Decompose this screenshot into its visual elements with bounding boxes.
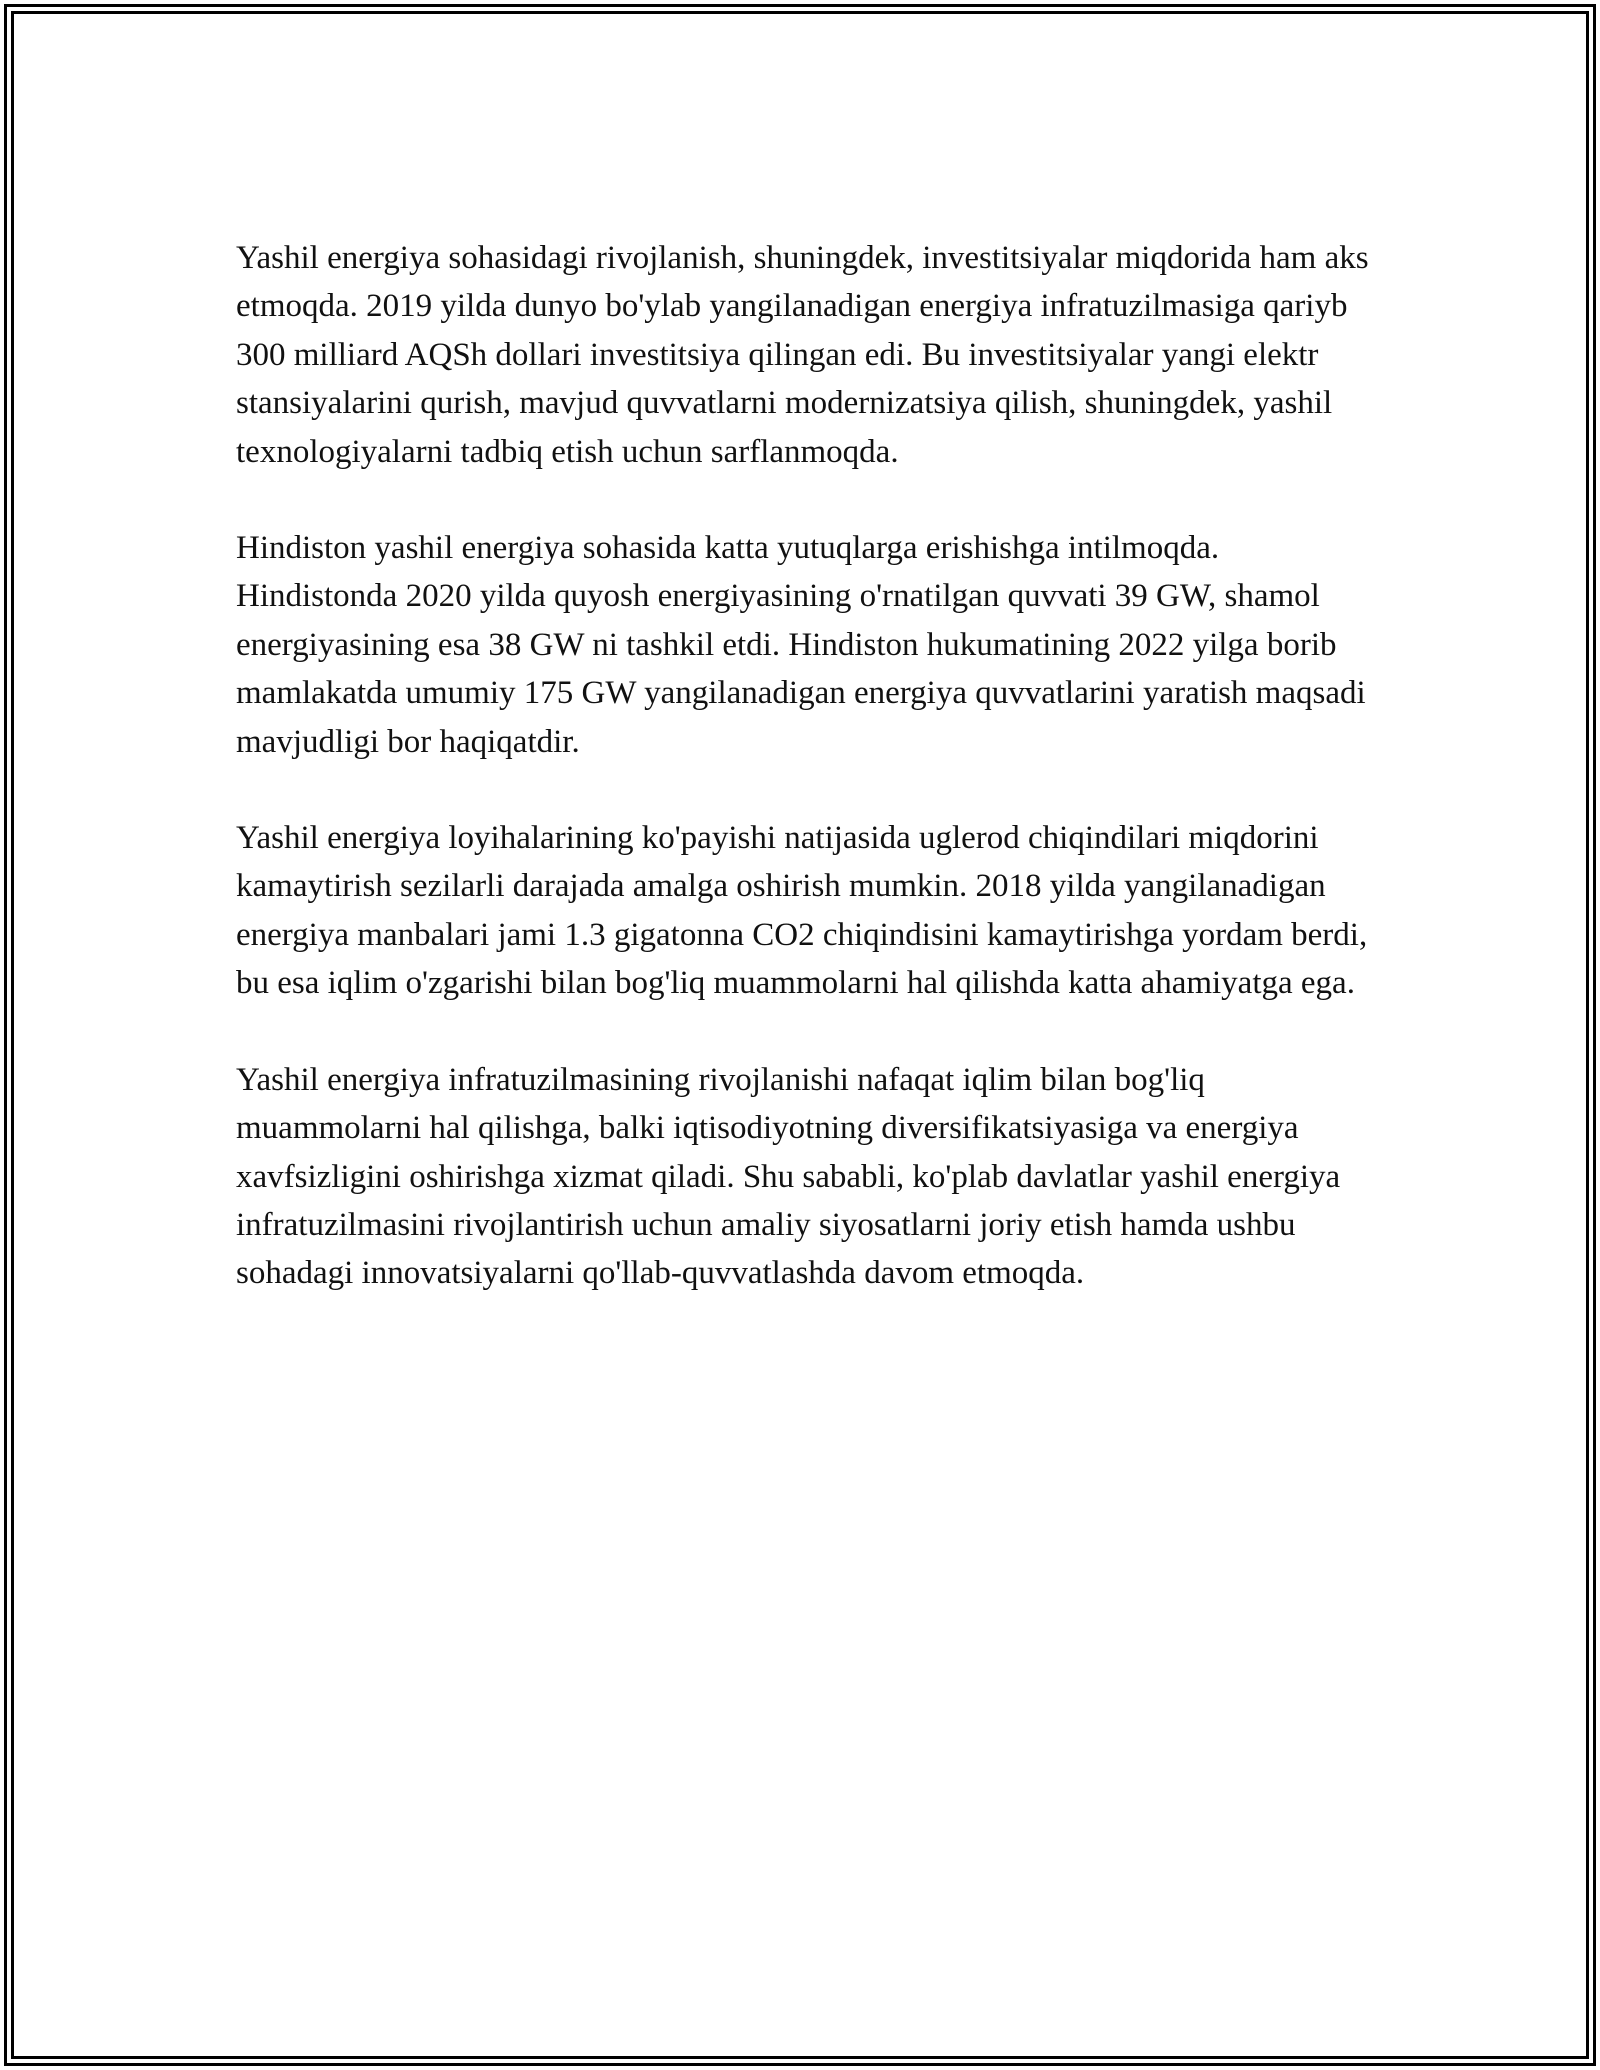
paragraph-infrastructure: Yashil energiya infratuzilmasining rivojlanishi nafaqat iqlim bilan bog'liq muammolarni hal qilishga, balki iqtisodiyotning diversifikatsiyasiga va energiya xavfsizligini oshirishga xizmat qiladi. Shu sababli, ko'plab davlatlar yashil energiya infratuzilmasini rivojlantirish uchun amaliy siyosatlarni joriy etish hamda ushbu sohadagi innovatsiyalarni qo'llab-quvvatlashda davom etmoqda. <box>236 1061 1341 1292</box>
paragraph-investments: Yashil energiya sohasidagi rivojlanish, shuningdek, investitsiyalar miqdorida ham aks etmoqda. 2019 yilda dunyo bo'ylab yangilanadigan energiya infratuzilmasiga qariyb 300 milliard AQSh dollari investitsiya qilingan edi. Bu investitsiyalar yangi elektr stansiyalarini qurish, mavjud quvvatlarni modernizatsiya qilish, shuningdek, yashil texnologiyalarni tadbiq etish uchun sarflanmoqda. <box>236 240 1369 470</box>
paragraph-india: Hindiston yashil energiya sohasida katta yutuqlarga erishishga intilmoqda. Hindistonda 2020 yilda quyosh energiyasining o'rnatilgan quvvati 39 GW, shamol energiyasining esa 38 GW ni tashkil etdi. Hindiston hukumatining 2022 yilga borib mamlakatda umumiy 175 GW yangilanadigan energiya quvvatlarini yaratish maqsadi mavjudligi bor haqiqatdir. <box>236 530 1366 760</box>
paragraph-carbon-reduction: Yashil energiya loyihalarining ko'payishi natijasida uglerod chiqindilari miqdorini kamaytirish sezilarli darajada amalga oshirish mumkin. 2018 yilda yangilanadigan energiya manbalari jami 1.3 gigatonna CO2 chiqindisini kamaytirishga yordam berdi, bu esa iqlim o'zgarishi bilan bog'liq muammolarni hal qilishda katta ahamiyatga ega. <box>236 820 1368 1002</box>
document-body <box>236 234 1386 1346</box>
